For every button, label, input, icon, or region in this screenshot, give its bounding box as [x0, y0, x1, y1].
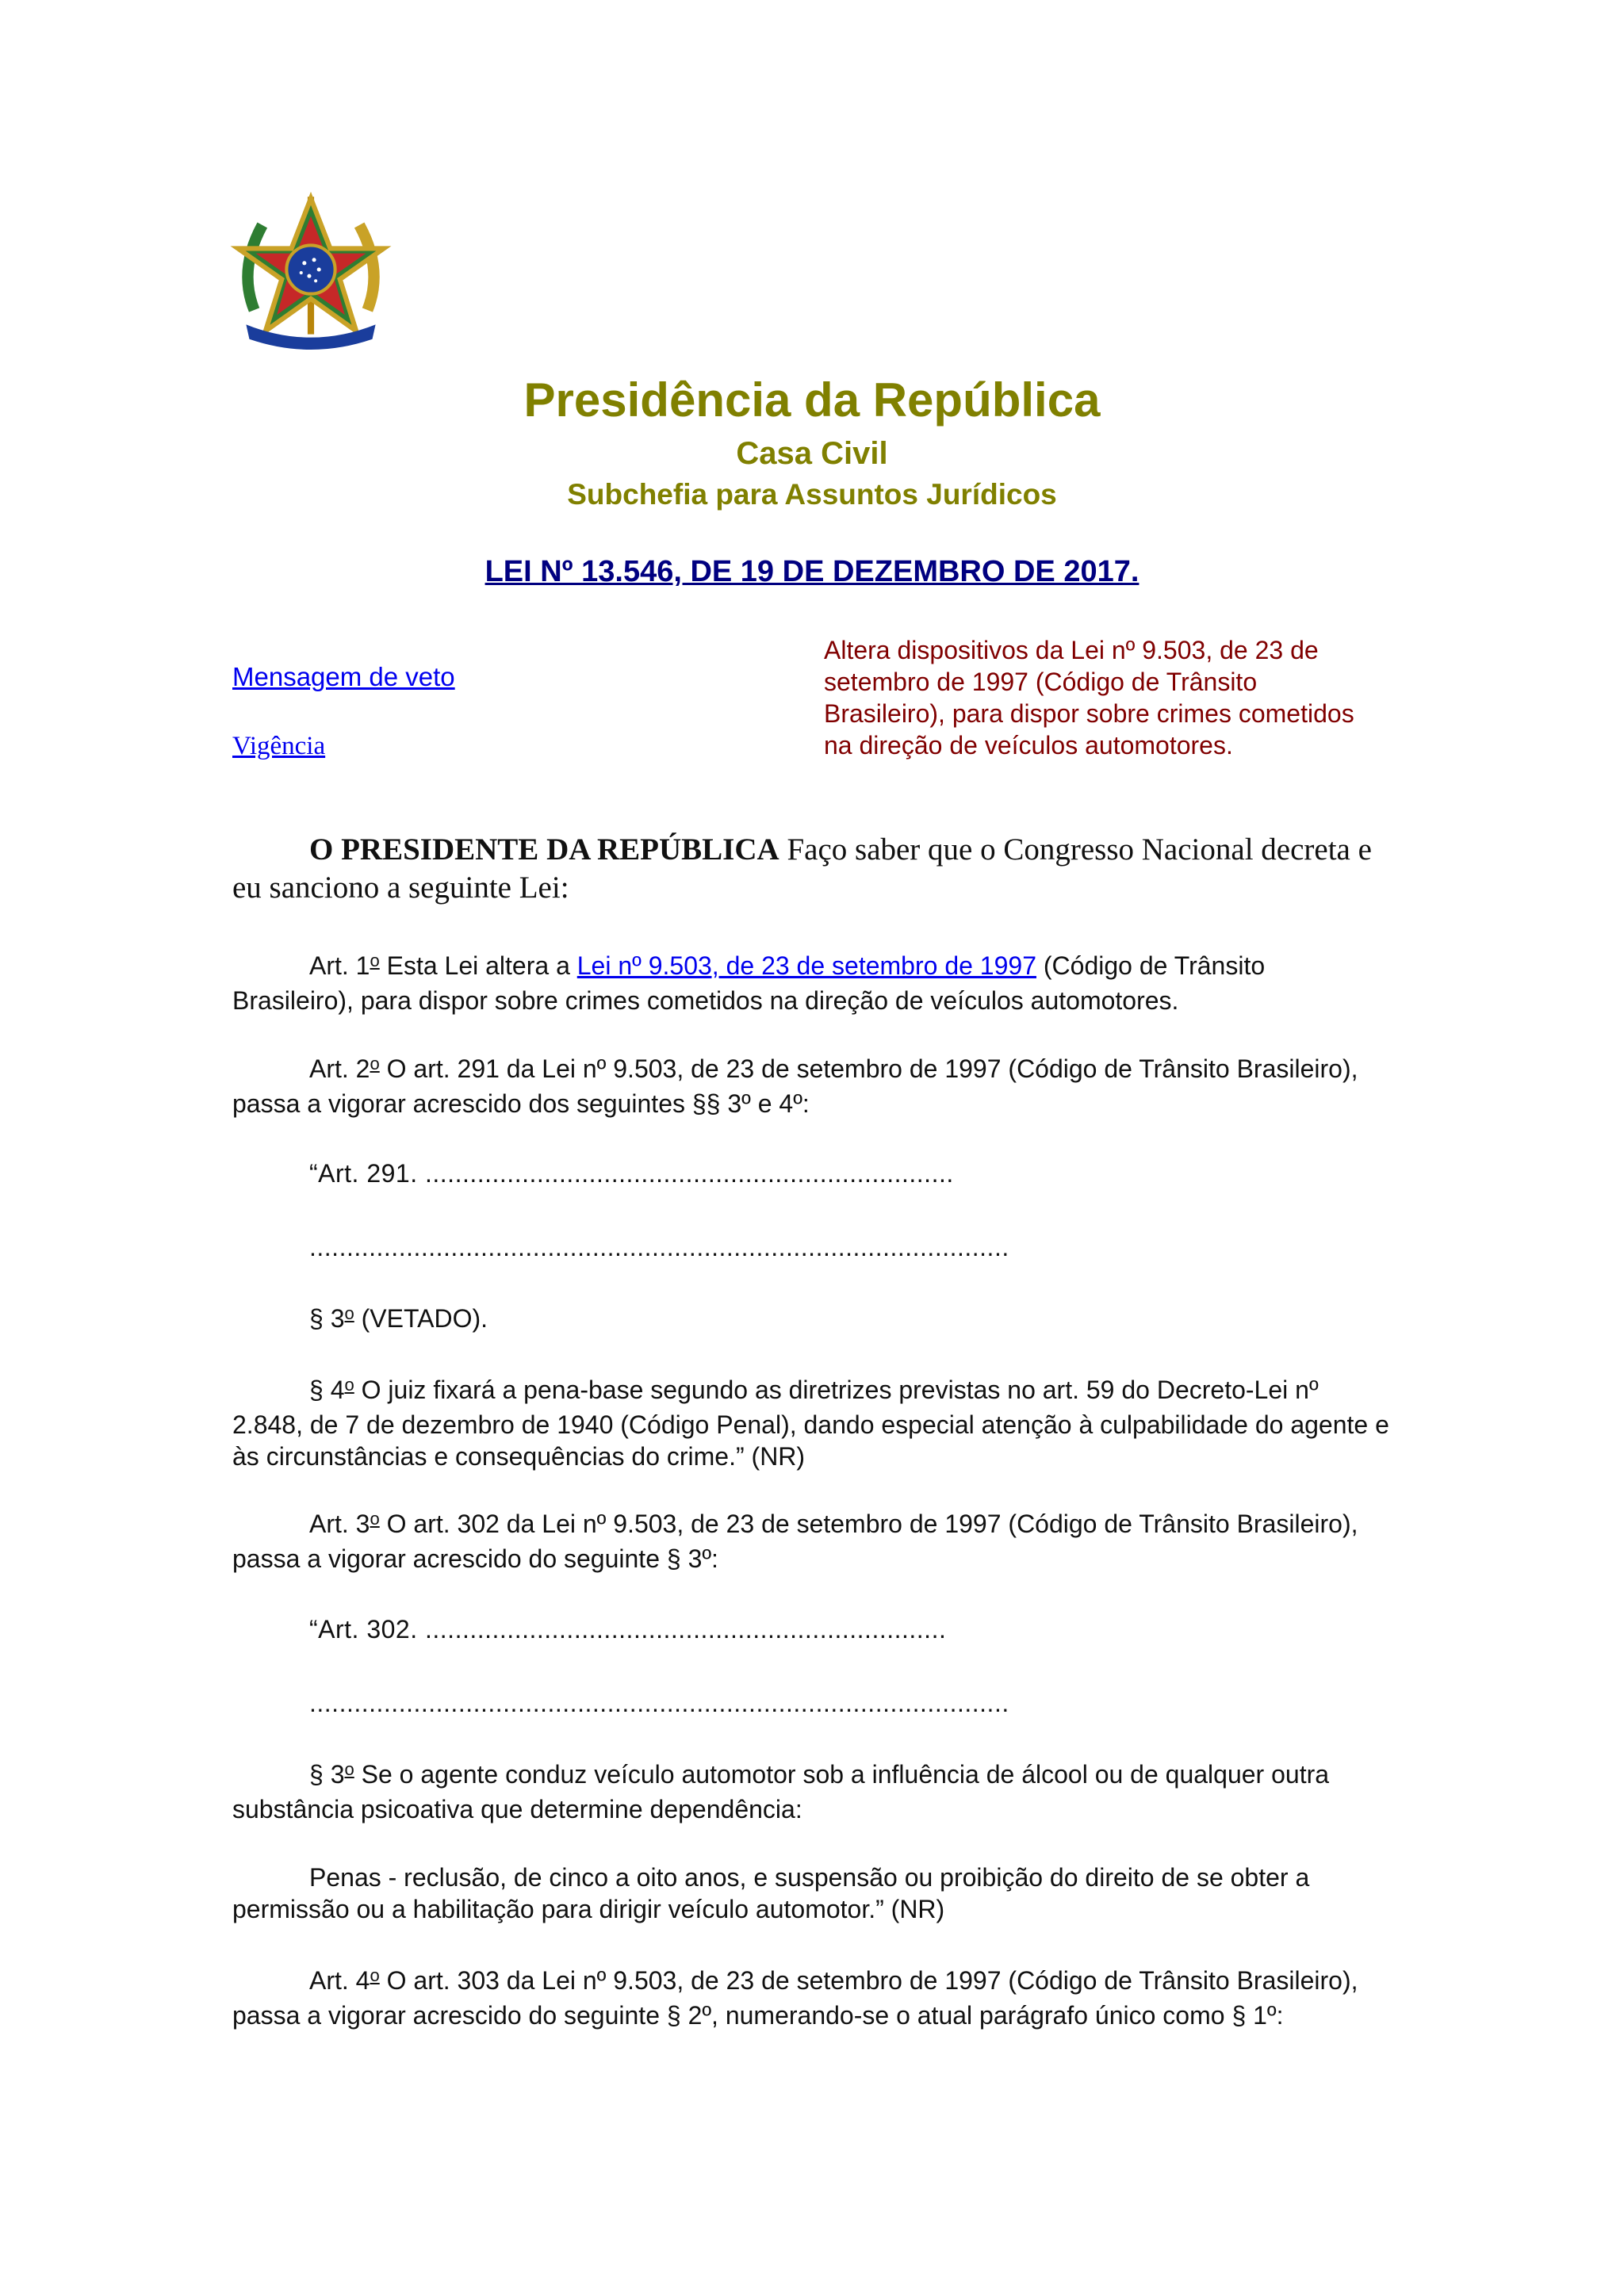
- quoted-art-302: “Art. 302. ......................................................................: [309, 1615, 947, 1644]
- paragraph-3: [232, 1303, 1390, 1337]
- paragraph-3b-text: Se o agente conduz veículo automotor sob a influência de álcool ou de qualquer outra substância psicoativa que determine dependência:: [232, 1760, 1330, 1823]
- preamble: [232, 831, 1374, 907]
- paragraph-3-text: (VETADO).: [354, 1304, 488, 1333]
- article-2: [232, 1053, 1390, 1119]
- ordinal-mark: o: [344, 1303, 354, 1323]
- article-4-text: O art. 303 da Lei nº 9.503, de 23 de setembro de 1997 (Código de Trânsito Brasileiro), passa a vigorar acrescido do seguinte § 2º, numerando-se o atual parágrafo único como § 1º:: [232, 1966, 1358, 2030]
- article-3: [232, 1508, 1390, 1575]
- page-subtitle-casa-civil: Casa Civil: [736, 436, 888, 471]
- ordinal-mark: o: [370, 951, 380, 970]
- ordinal-mark: o: [344, 1759, 354, 1779]
- article-3-text: O art. 302 da Lei nº 9.503, de 23 de setembro de 1997 (Código de Trânsito Brasileiro), passa a vigorar acrescido do seguinte § 3º:: [232, 1510, 1358, 1573]
- quoted-art-291: “Art. 291. .......................................................................: [309, 1159, 954, 1188]
- page-title: Presidência da República: [523, 373, 1101, 427]
- ellipsis-line-2: ..............................................................................................: [309, 1689, 1009, 1717]
- paragraph-4-prefix: § 4: [309, 1376, 345, 1404]
- article-1-text-a: Esta Lei altera a: [379, 951, 577, 980]
- ordinal-mark: o: [370, 1965, 380, 1985]
- page-subtitle-subchefia: Subchefia para Assuntos Jurídicos: [567, 478, 1057, 511]
- article-1-text-b: (Código de Trânsito Brasileiro), para dispor sobre crimes cometidos na direção de veículos automotores.: [232, 951, 1266, 1015]
- article-2-text: O art. 291 da Lei nº 9.503, de 23 de setembro de 1997 (Código de Trânsito Brasileiro), passa a vigorar acrescido dos seguintes §§ 3º e 4º:: [232, 1054, 1358, 1118]
- article-1-prefix: Art. 1: [309, 951, 370, 980]
- penalties-paragraph: Penas - reclusão, de cinco a oito anos, e suspensão ou proibição do direito de se obter a permissão ou a habilitação para dirigir veículo automotor.” (NR): [232, 1863, 1310, 1923]
- article-4: [232, 1965, 1390, 2031]
- article-2-prefix: Art. 2: [309, 1054, 370, 1083]
- article-1: [232, 950, 1390, 1016]
- law-summary: Altera dispositivos da Lei nº 9.503, de 23 de setembro de 1997 (Código de Trânsito Brasileiro), para dispor sobre crimes cometidos na direção de veículos automotores.: [824, 636, 1354, 760]
- law-title-link[interactable]: LEI Nº 13.546, DE 19 DE DEZEMBRO DE 2017.: [485, 555, 1139, 588]
- article-3-prefix: Art. 3: [309, 1510, 370, 1538]
- coat-of-arms-logo: [230, 189, 392, 350]
- paragraph-4: [232, 1374, 1390, 1472]
- paragraph-3-art-302: [232, 1758, 1390, 1825]
- ordinal-mark: o: [344, 1375, 354, 1395]
- preamble-text: Faço saber que o Congresso Nacional decreta e eu sanciono a seguinte Lei:: [232, 832, 1372, 905]
- article-4-prefix: Art. 4: [309, 1966, 370, 1995]
- ordinal-mark: o: [370, 1509, 380, 1529]
- preamble-bold: O PRESIDENTE DA REPÚBLICA: [309, 832, 779, 867]
- paragraph-3b-prefix: § 3: [309, 1760, 345, 1789]
- ellipsis-line-1: ..............................................................................................: [309, 1233, 1009, 1261]
- veto-message-link[interactable]: Mensagem de veto: [232, 662, 455, 691]
- paragraph-3-prefix: § 3: [309, 1304, 345, 1333]
- vigencia-link[interactable]: Vigência: [232, 732, 326, 760]
- law-9503-link[interactable]: Lei nº 9.503, de 23 de setembro de 1997: [576, 951, 1036, 980]
- ordinal-mark: o: [370, 1054, 380, 1073]
- paragraph-4-text: O juiz fixará a pena-base segundo as diretrizes previstas no art. 59 do Decreto-Lei nº 2.848, de 7 de dezembro de 1940 (Código Penal), dando especial atenção à culpabilidade do agente e às circunstâncias e consequências do crime.” (NR): [232, 1376, 1389, 1471]
